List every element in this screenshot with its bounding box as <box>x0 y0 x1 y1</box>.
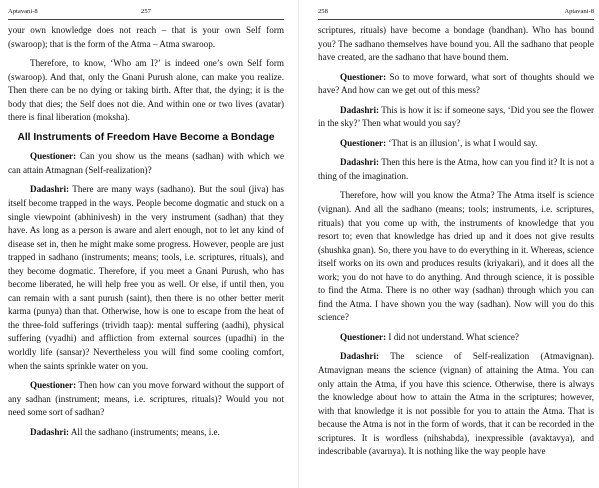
left-paragraph-1: your own knowledge does not reach – that is your own Self form (swaroop); that is the form of the Atma – Atma swaroop. <box>8 25 284 49</box>
speaker-label: Dadashri: <box>340 157 380 168</box>
speaker-label: Dadashri: <box>340 351 380 362</box>
right-page <box>318 0 594 488</box>
right-paragraph-2: Therefore, how will you know the Atma? The Atma itself is science (vignan). And all the sadhano (means; tools; instruments, i.e. scriptures, rituals) that you come up with, the instruments of knowledge that you resort to; even that knowledge has dried up and it does not give results (shushka gnan). So, there you have to do everything in it. Whereas, science itself works on its own and produces results (kriyakari), and it does all the work; you do not have to do anything. And through science, it is possible to find the Atma. There is no other way (sadhan) through which you can find the Atma. I have shown you the way (sadhan). Now will you do this science? <box>318 190 594 323</box>
dialogue-text: ‘That is an illusion’, is what I would say. <box>386 137 538 148</box>
dialogue-text: The science of Self-realization (Atmavignan). Atmavignan means the science (vignan) of attaining the Atma. You can only attain the Atma, if you have this science. Otherwise, there is always the knowledge about how to attain the Atma in the scriptures; however, with that knowledge it is not possible for you to attain the Atma. That is because the Atma is not in the form of words, that it can be recorded in the scriptures. It is wordless (nihshabda), inexpressible (avaktavya), and indescribable (avarnya). It is nothing like the way people have <box>318 351 594 457</box>
speaker-label: Questioner: <box>30 151 77 162</box>
left-header-rule <box>8 19 284 20</box>
right-dadashri-3 <box>318 350 594 458</box>
dialogue-text: There are many ways (sadhano). But the soul (jiva) has itself become trapped in the ways. People become dogmatic and stuck on a single viewpoint (abhinivesh) in the very instrument (sadhan) that they have. As long as a person is aware and alert enough, not to let any kind of disease set in, then he might make some progress. However, people are just trapped in sadhano (instruments; means; tools, i.e. scriptures, rituals), and they become dogmatic. Therefore, if you meet a Gnani Purush, who has become liberated, he will help free you as well. Or else, if until then, you can remain with a sant purush (saint), then there is no other better merit karma (punya) than that. Otherwise, how is one to escape from the heat of the three-fold sufferings (trividh taap): mental suffering (aadhi), physical suffering (vyadhi) and affliction from external sources (upadhi) in the worldly life (sansar)? Nevertheless you will find some cooling comfort, when the saints sprinkle water on you. <box>8 184 284 371</box>
page-gutter <box>298 0 299 488</box>
right-dadashri-2 <box>318 156 594 183</box>
speaker-label: Questioner: <box>340 71 387 82</box>
dialogue-text: So to move forward, what sort of thoughts should we have? And how can we get out of this mess? <box>318 71 594 96</box>
left-paragraph-2: Therefore, to know, ‘Who am I?’ is indeed one’s own Self form (swaroop). And that, only the Gnani Purush alone, can make you realize. Then there can be no dying or taking birth. After that, the dying; it is the body that dies; the Self does not die. And within one or two lives (avatar) there is final liberation (moksha). <box>8 58 284 123</box>
left-page-number: 257 <box>141 8 151 15</box>
speaker-label: Dadashri: <box>30 184 70 195</box>
left-questioner-1 <box>8 150 284 177</box>
speaker-label: Questioner: <box>30 380 77 391</box>
left-questioner-2 <box>8 379 284 420</box>
dialogue-text: Can you show us the means (sadhan) with which we can attain Atmagnan (Self-realization)? <box>8 151 284 175</box>
section-heading: All Instruments of Freedom Have Become a Bondage <box>17 131 275 143</box>
left-page <box>8 0 284 488</box>
left-page-header <box>8 5 284 19</box>
right-questioner-2 <box>318 137 594 151</box>
right-header-title: Aptavani-8 <box>564 8 594 15</box>
speaker-label: Questioner: <box>340 331 387 342</box>
right-dadashri-1 <box>318 104 594 131</box>
speaker-label: Dadashri: <box>340 104 380 115</box>
dialogue-text: Then how can you move forward without the support of any sadhan (instrument; means, i.e. scriptures, rituals)? Would you not need some sort of sadhan? <box>8 380 284 418</box>
right-page-header <box>318 5 594 19</box>
right-page-number: 258 <box>318 8 328 15</box>
speaker-label: Questioner: <box>340 137 387 148</box>
dialogue-text: Then this here is the Atma, how can you find it? It is not a thing of the imagination. <box>318 157 594 181</box>
right-paragraph-1: scriptures, rituals) have become a bondage (bandhan). Who has bound you? The sadhano themselves have bound you. All the sadhano that people have created, are the sadhano that have bound them. <box>318 25 594 63</box>
right-header-rule <box>318 19 594 20</box>
dialogue-text: I did not understand. What science? <box>386 331 519 342</box>
left-dadashri-2 <box>8 426 284 440</box>
right-questioner-3 <box>318 331 594 345</box>
right-questioner-1 <box>318 71 594 98</box>
dialogue-text: This is how it is: if someone says, ‘Did you see the flower in the sky?’ Then what would you say? <box>318 104 594 129</box>
left-dadashri-1 <box>8 183 284 373</box>
dialogue-text: All the sadhano (instruments; means, i.e. <box>69 426 220 437</box>
speaker-label: Dadashri: <box>30 426 70 437</box>
left-header-title: Aptavani-8 <box>8 8 38 15</box>
